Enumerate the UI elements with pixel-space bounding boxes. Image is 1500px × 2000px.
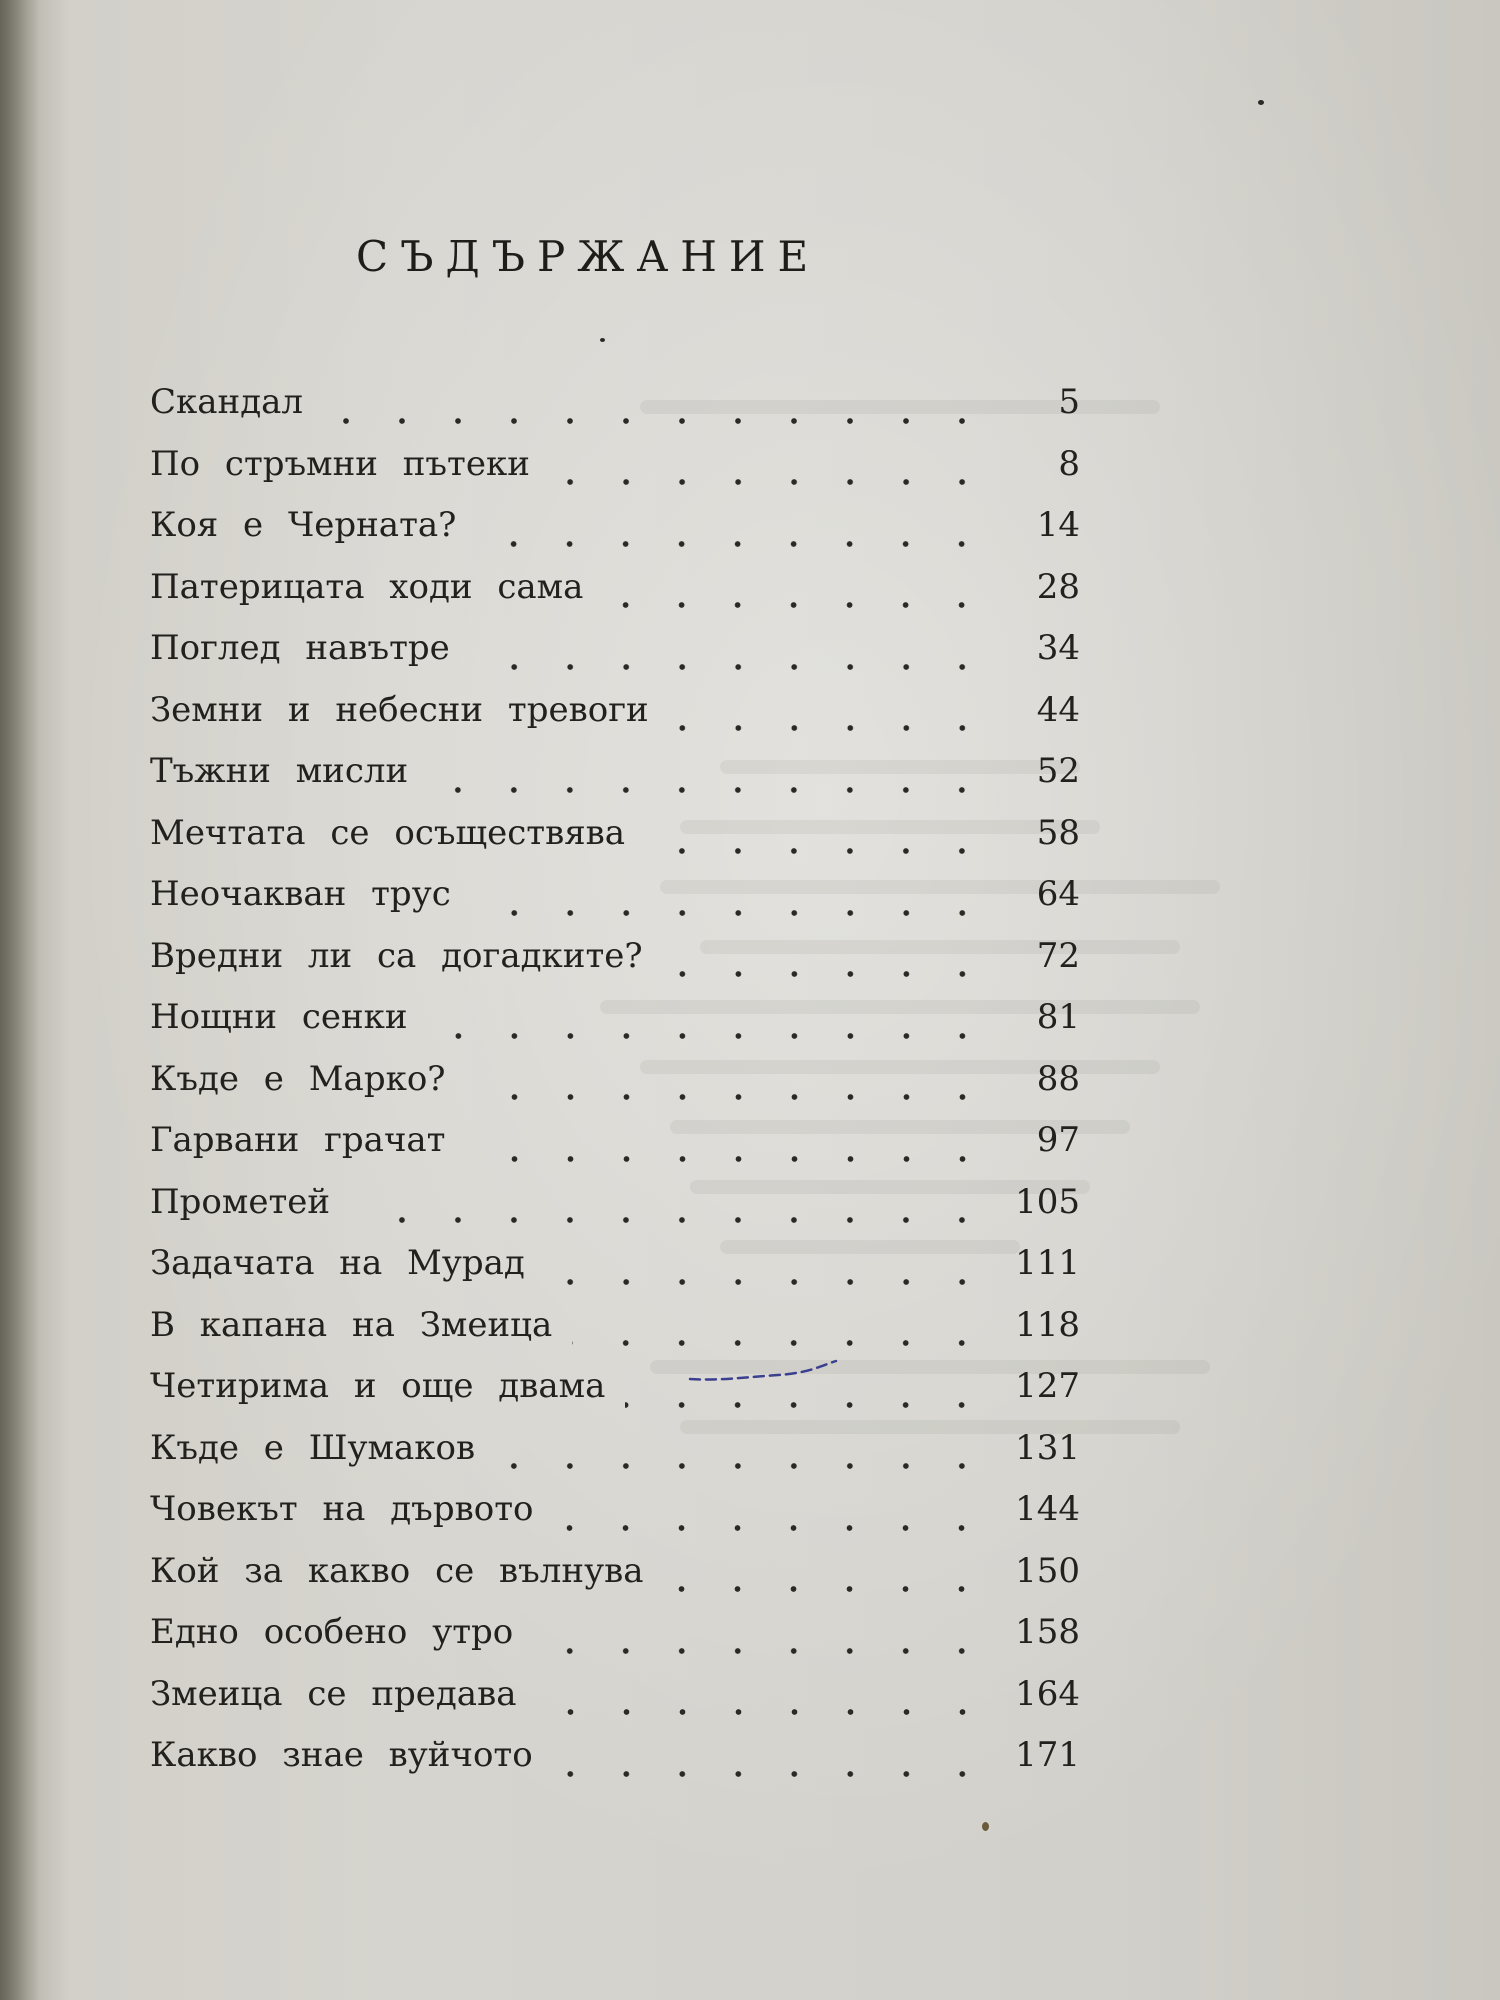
dot-leader (550, 479, 990, 485)
toc-page-number: 58 (1036, 812, 1080, 853)
toc-page-number: 150 (1015, 1550, 1080, 1591)
dot-leader (572, 1340, 990, 1346)
dot-leader (471, 910, 990, 916)
toc-entry-title: Тъжни мисли (150, 751, 409, 791)
toc-entry-title: Четирима и още двама (150, 1366, 606, 1406)
toc-entry-title: Патерицата ходи сама (150, 566, 584, 607)
toc-page-number: 158 (1015, 1612, 1080, 1652)
pen-ink-mark (688, 1357, 838, 1387)
toc-entry-title: В капана на Змеица (150, 1304, 553, 1345)
dot-leader (428, 787, 990, 793)
dot-leader (466, 1156, 991, 1162)
toc-page-number: 72 (1036, 935, 1080, 976)
toc-row (150, 1551, 1080, 1613)
toc-page-number: 127 (1015, 1366, 1080, 1406)
toc-page-number: 5 (1058, 382, 1080, 422)
dot-leader (466, 1094, 990, 1100)
toc-entry-title: Поглед навътре (150, 628, 450, 668)
dot-leader (663, 971, 990, 977)
toc-page-number: 131 (1015, 1427, 1080, 1468)
toc-page-number: 28 (1036, 566, 1080, 607)
dot-leader (537, 1709, 991, 1715)
toc-entry-title: Змеица се предава (150, 1673, 517, 1714)
toc-entry-title: Нощни сенки (150, 997, 408, 1037)
toc-row (150, 444, 1080, 506)
dot-leader (350, 1217, 990, 1223)
table-of-contents (150, 382, 1080, 1797)
toc-row (150, 505, 1080, 567)
toc-row (150, 874, 1080, 936)
dot-leader (625, 1402, 990, 1408)
dot-leader (553, 1525, 990, 1531)
toc-row (150, 567, 1080, 629)
toc-entry-title: Човекът на дървото (150, 1489, 534, 1529)
toc-entry-title: Коя е Черната? (150, 505, 457, 545)
toc-page-number: 88 (1036, 1058, 1080, 1099)
toc-page-number: 144 (1015, 1489, 1080, 1529)
dot-leader (663, 1586, 990, 1592)
paper-speck (1258, 100, 1264, 105)
toc-row (150, 1059, 1080, 1121)
toc-page-number: 164 (1015, 1673, 1080, 1714)
toc-entry-title: Вредни ли са догадките? (150, 935, 643, 976)
toc-row (150, 1120, 1080, 1182)
toc-page-number: 14 (1036, 505, 1080, 545)
dot-leader (545, 1279, 990, 1285)
toc-row (150, 813, 1080, 875)
toc-page-number: 52 (1036, 751, 1080, 791)
toc-row (150, 1735, 1080, 1797)
toc-row (150, 1243, 1080, 1305)
toc-row (150, 751, 1080, 813)
toc-entry-title: Земни и небесни тревоги (150, 689, 649, 730)
spine-shadow (0, 0, 40, 2000)
toc-page-number: 97 (1036, 1120, 1080, 1160)
toc-entry-title: Прометей (150, 1181, 331, 1222)
toc-page-number: 171 (1015, 1735, 1080, 1775)
toc-row (150, 997, 1080, 1059)
toc-row (150, 628, 1080, 690)
toc-row (150, 1428, 1080, 1490)
toc-row (150, 1182, 1080, 1244)
toc-page-number: 64 (1036, 874, 1080, 914)
toc-entry-title: Къде е Марко? (150, 1058, 446, 1099)
toc-page-number: 8 (1058, 443, 1080, 484)
toc-row (150, 1674, 1080, 1736)
dot-leader (645, 848, 990, 854)
toc-page-number: 111 (1015, 1243, 1080, 1283)
paper-speck (600, 338, 605, 342)
toc-page-number: 105 (1015, 1181, 1080, 1222)
toc-page-number: 81 (1036, 997, 1080, 1037)
toc-row (150, 1612, 1080, 1674)
dot-leader (603, 602, 990, 608)
dot-leader (495, 1463, 990, 1469)
dot-leader (669, 725, 990, 731)
toc-entry-title: Едно особено утро (150, 1612, 514, 1652)
toc-entry-title: Какво знае вуйчото (150, 1735, 533, 1775)
dot-leader (476, 541, 990, 547)
toc-row (150, 1366, 1080, 1428)
dot-leader (553, 1771, 990, 1777)
dot-leader (428, 1033, 990, 1039)
toc-entry-title: Къде е Шумаков (150, 1427, 476, 1468)
toc-row (150, 1305, 1080, 1367)
toc-row (150, 1489, 1080, 1551)
dot-leader (470, 664, 990, 670)
paper-speck (982, 1822, 989, 1831)
toc-page-number: 44 (1036, 689, 1080, 730)
toc-entry-title: По стръмни пътеки (150, 443, 530, 484)
toc-entry-title: Задачата на Мурад (150, 1243, 525, 1283)
toc-heading: СЪДЪРЖАНИЕ (356, 232, 821, 281)
toc-entry-title: Скандал (150, 382, 303, 422)
toc-row (150, 690, 1080, 752)
toc-entry-title: Мечтата се осъществява (150, 812, 626, 853)
toc-entry-title: Неочакван трус (150, 874, 451, 914)
dot-leader (533, 1648, 990, 1654)
dot-leader (323, 418, 990, 424)
toc-row (150, 382, 1080, 444)
toc-entry-title: Кой за какво се вълнува (150, 1550, 644, 1591)
toc-page-number: 34 (1036, 628, 1080, 668)
toc-entry-title: Гарвани грачат (150, 1120, 446, 1160)
toc-row (150, 936, 1080, 998)
toc-page-number: 118 (1015, 1304, 1080, 1345)
